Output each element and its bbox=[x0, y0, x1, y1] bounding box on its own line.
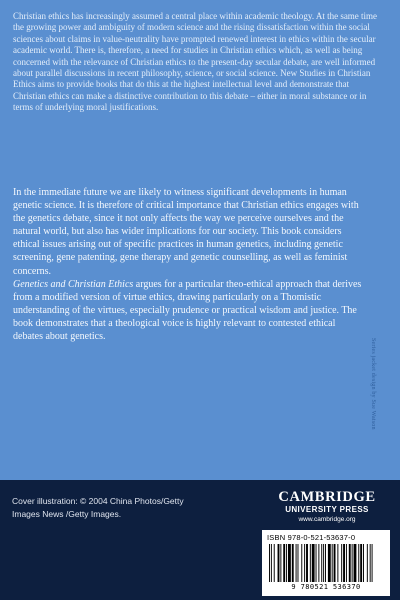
barcode-bar bbox=[328, 544, 331, 582]
barcode-bar bbox=[352, 544, 353, 582]
barcode-digits: 9 780521 536370 bbox=[291, 583, 361, 591]
barcode-bar bbox=[349, 544, 351, 582]
book-title-italic: Genetics and Christian Ethics bbox=[13, 278, 134, 290]
barcode-panel bbox=[262, 530, 390, 596]
barcode-bar bbox=[292, 544, 294, 582]
barcode-bar bbox=[269, 544, 270, 582]
barcode-bar bbox=[341, 544, 342, 582]
barcode-bar bbox=[278, 544, 280, 582]
publisher-url: www.cambridge.org bbox=[298, 516, 356, 523]
isbn-number: ISBN 978-0-521-53637-0 bbox=[267, 533, 356, 542]
book-description bbox=[13, 186, 363, 343]
barcode-bar bbox=[332, 544, 333, 582]
barcode-bar bbox=[316, 544, 317, 582]
barcode-bar bbox=[360, 544, 362, 582]
barcode-bar bbox=[271, 544, 272, 582]
barcode-icon bbox=[265, 544, 387, 584]
barcode-bar bbox=[334, 544, 336, 582]
barcode-bar bbox=[343, 544, 345, 582]
barcode-bar bbox=[372, 544, 373, 582]
barcode-bar bbox=[283, 544, 285, 582]
barcode-bar bbox=[286, 544, 287, 582]
barcode-bar bbox=[323, 544, 324, 582]
publisher-logo bbox=[262, 490, 392, 525]
barcode-bar bbox=[312, 544, 315, 582]
book-description-end: argues for a particular theo-ethical approach that derives from a modified version of virtue ethics, drawing particularly on a Thomistic understanding of the virtues, especially prudence or practical wisdom and justice. The book demonstrates that a theological voice is highly relevant to contested ethical debates about genetics. bbox=[13, 278, 362, 343]
barcode-bar bbox=[363, 544, 364, 582]
barcode-bar bbox=[296, 544, 297, 582]
jacket-design-credit: Series jacket design by Sue Watson bbox=[370, 338, 376, 430]
publisher-name: CAMBRIDGE bbox=[278, 489, 376, 505]
barcode-bar bbox=[288, 544, 291, 582]
barcode-bar bbox=[274, 544, 275, 582]
cover-illustration-credit: Cover illustration: © 2004 China Photos/Getty Images News /Getty Images. bbox=[12, 496, 184, 519]
barcode-bar bbox=[354, 544, 357, 582]
barcode-bar bbox=[298, 544, 299, 582]
barcode-bar bbox=[318, 544, 319, 582]
barcode-bar bbox=[367, 544, 368, 582]
publisher-subtitle: UNIVERSITY PRESS bbox=[285, 505, 369, 514]
book-description-start: In the immediate future we are likely to witness significant developments in human genetic science. It is therefore of critical importance that Christian ethics engages with the genetics debate, since it not only affects the way we perceive ourselves and the natural world, but also has wider implications for our society. This book considers ethical issues arising out of specific practices in human genetics, including genetic screening, gene patenting, gene therapy and genetic counselling, as well as feminist concerns. bbox=[13, 187, 359, 277]
barcode-bar bbox=[358, 544, 359, 582]
back-cover-lower-panel bbox=[0, 480, 400, 600]
barcode-bar bbox=[370, 544, 371, 582]
barcode-bar bbox=[301, 544, 302, 582]
barcode-bar bbox=[306, 544, 308, 582]
barcode-bar bbox=[321, 544, 322, 582]
barcode-bar bbox=[325, 544, 326, 582]
barcode-bar bbox=[280, 544, 281, 582]
barcode-bar bbox=[310, 544, 311, 582]
barcode-bar bbox=[346, 544, 347, 582]
barcode-bar bbox=[337, 544, 338, 582]
barcode-bar bbox=[304, 544, 305, 582]
series-intro-text: Christian ethics has increasingly assumed a central place within academic theology. At the same time the growing power and ambiguity of modern science and the rising dissatisfaction within the social sciences about claims in value-neutrality have prompted renewed interest in ethics within the secular academic world. There is, therefore, a need for studies in Christian ethics which, as well as being concerned with the relevance of Christian ethics to the present-day secular debate, are well informed about parallel discussions in recent philosophy, science, or social science. New Studies in Christian Ethics aims to provide books that do this at the highest intellectual level and demonstrate that Christian ethics can make a distinctive contribution to this debate – either in moral substance or in terms of underlying moral justifications. bbox=[13, 11, 378, 113]
